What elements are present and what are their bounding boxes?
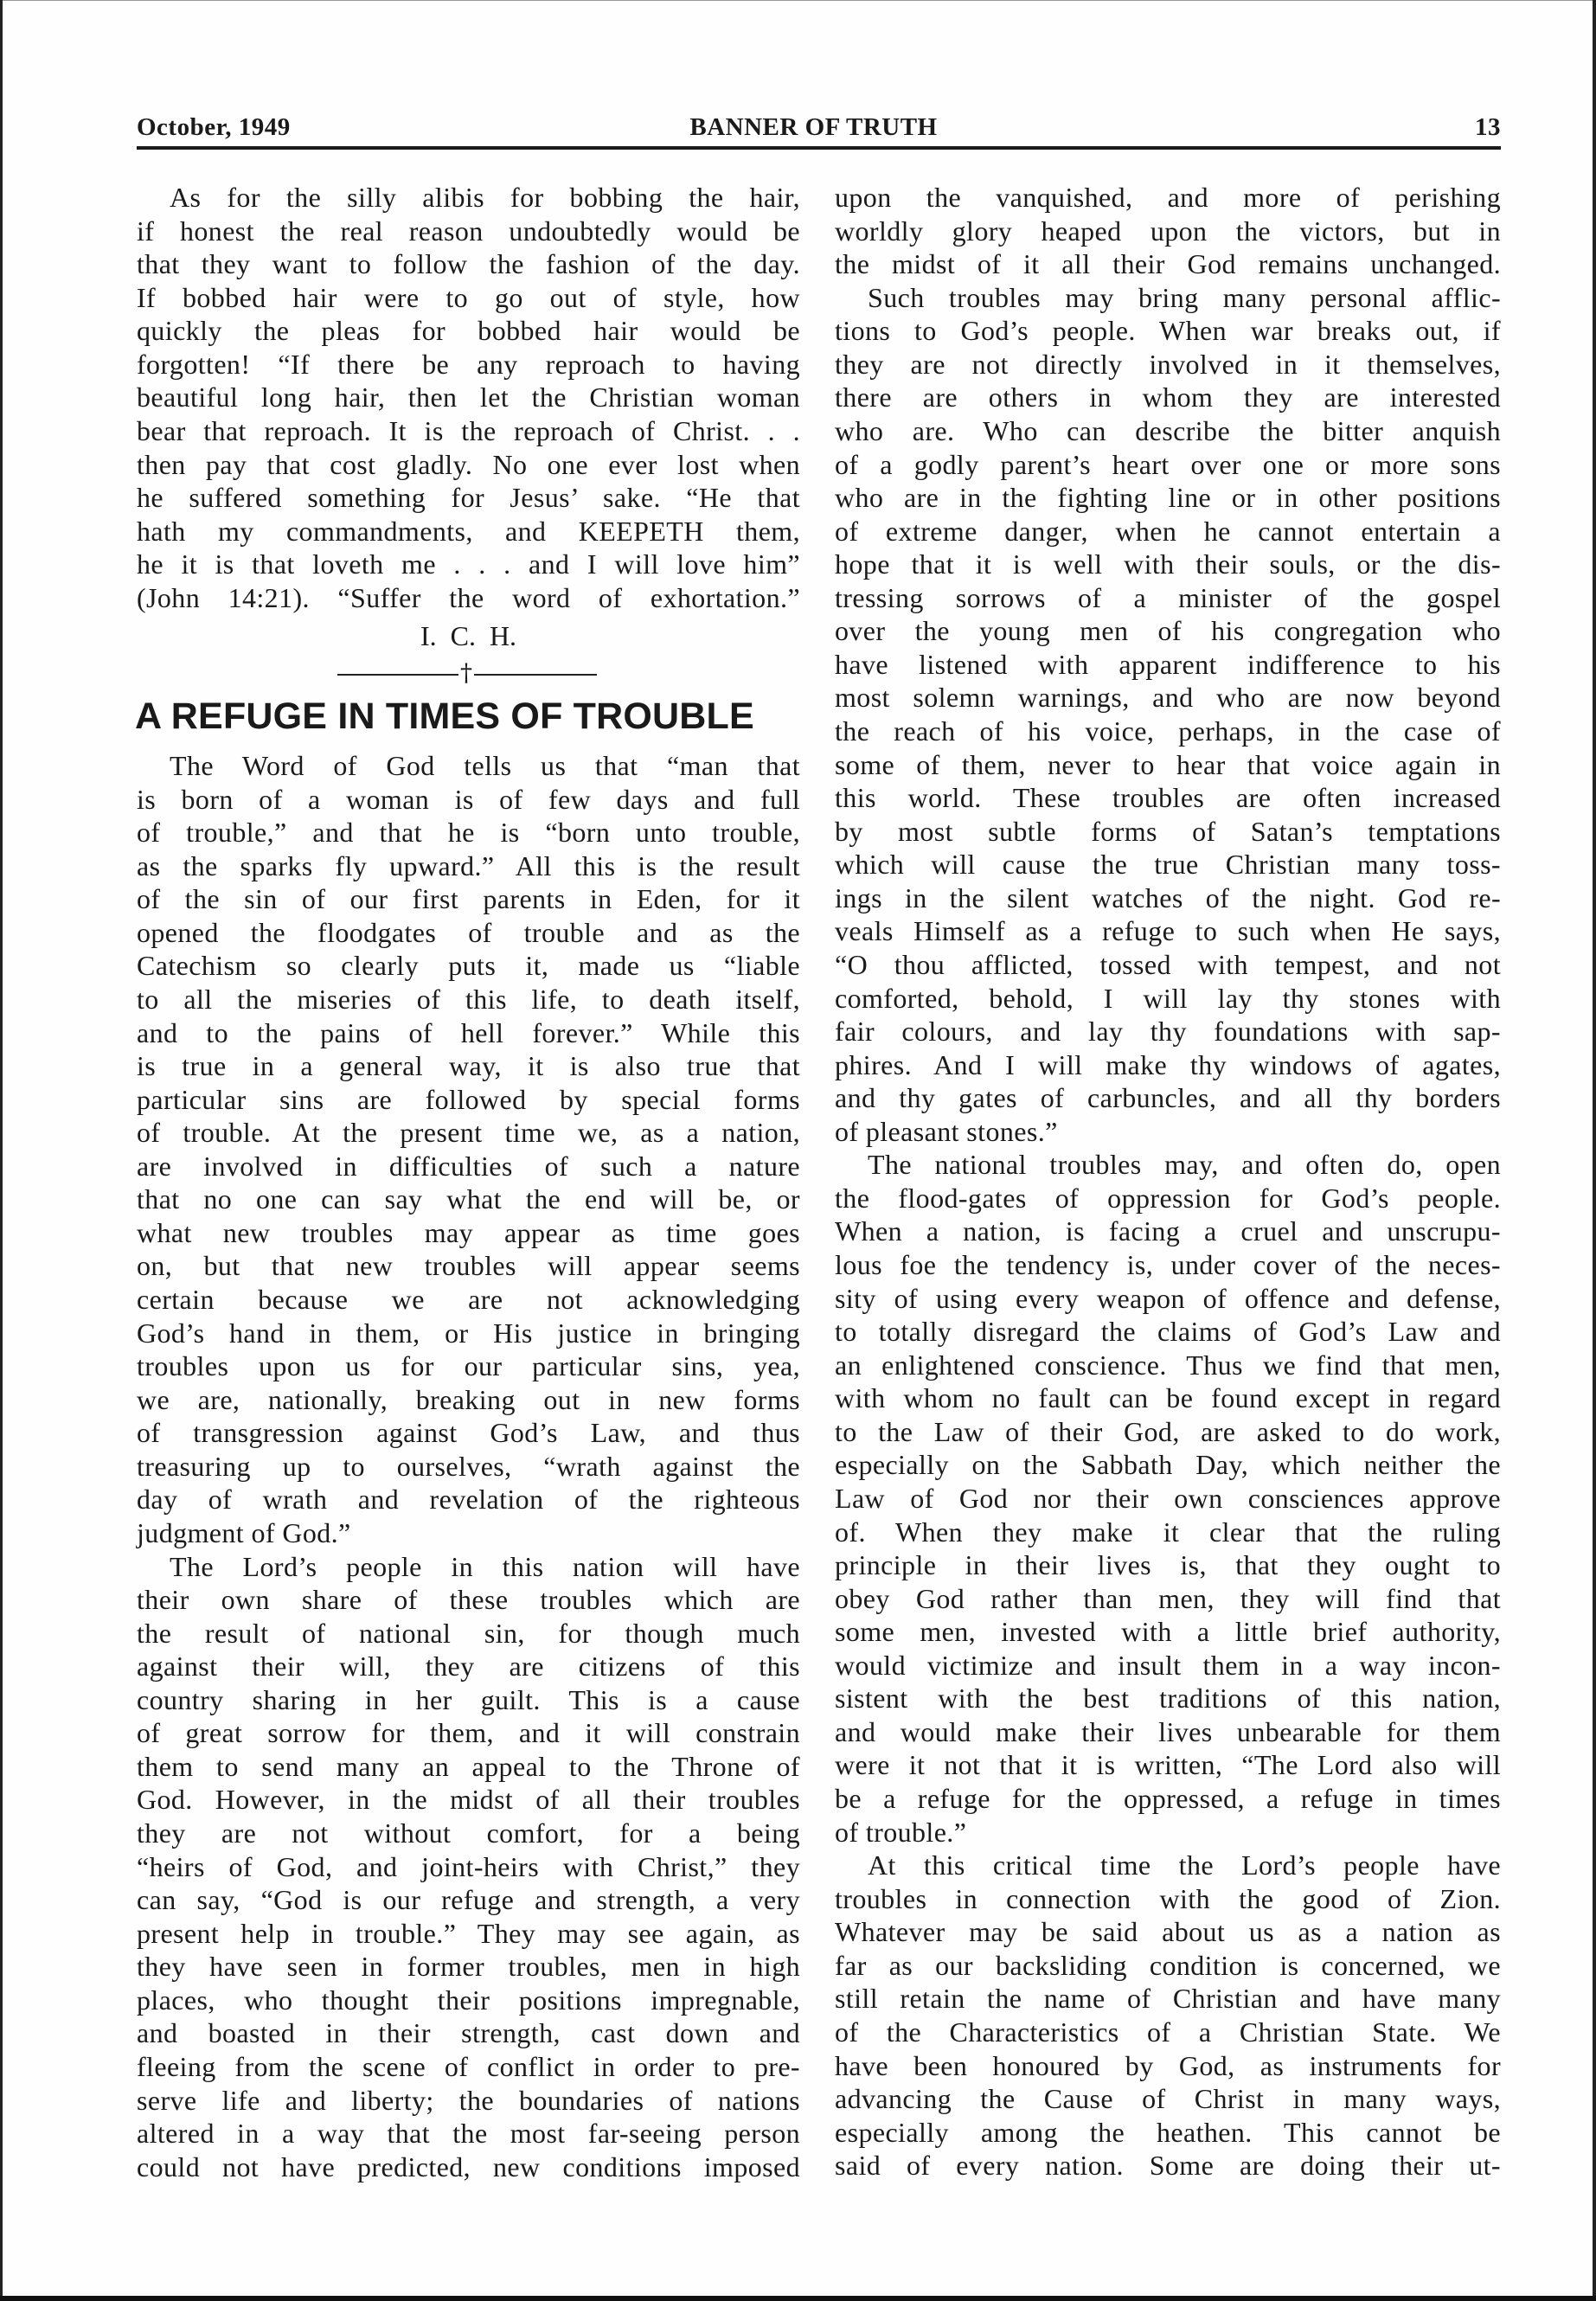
page-number: 13: [1475, 113, 1501, 141]
paragraph: [835, 1849, 1501, 2182]
text-line: to totally disregard the claims of God’s Law and: [835, 1316, 1501, 1348]
text-line: quickly the pleas for bobbed hair would be: [137, 315, 800, 347]
text-line: there are others in whom they are interested: [835, 381, 1501, 413]
text-line: the reach of his voice, perhaps, in the case of: [835, 715, 1501, 747]
text-line: that no one can say what the end will be, or: [137, 1183, 800, 1215]
text-line: Law of God nor their own consciences approve: [835, 1482, 1501, 1514]
text-line: against their will, they are citizens of this: [137, 1650, 800, 1682]
text-line: As for the silly alibis for bobbing the hair,: [170, 182, 800, 213]
text-line: forgotten! “If there be any reproach to having: [137, 348, 800, 380]
text-line: of great sorrow for them, and it will constrain: [137, 1717, 800, 1749]
text-line: obey God rather than men, they will find that: [835, 1582, 1501, 1614]
text-line: who are in the fighting line or in other positions: [835, 482, 1501, 514]
text-line: would victimize and insult them in a way incon-: [835, 1649, 1501, 1681]
running-header-date: October, 1949: [137, 113, 291, 141]
text-line: Whatever may be said about us as a nation as: [835, 1916, 1501, 1948]
text-line: still retain the name of Christian and have many: [835, 1983, 1501, 2015]
right-column-article-body: [835, 181, 1501, 2182]
text-line: they are not without comfort, for a being: [137, 1817, 800, 1849]
text-line: treasuring up to ourselves, “wrath against the: [137, 1450, 800, 1482]
text-line: altered in a way that the most far-seeing person: [137, 2118, 800, 2150]
section-divider: [337, 658, 597, 690]
text-line: to the Law of their God, are asked to do work,: [835, 1415, 1501, 1447]
text-line: places, who thought their positions impregnable,: [137, 1984, 800, 2016]
text-line: and thy gates of carbuncles, and all thy borders: [835, 1082, 1501, 1114]
text-line: of. When they make it clear that the ruling: [835, 1516, 1501, 1548]
page-border-right: [1593, 0, 1596, 2301]
dagger-icon: †: [460, 658, 472, 687]
text-line: he it is that loveth me . . . and I will love him”: [137, 548, 800, 580]
left-column-article-body: [137, 749, 800, 2183]
text-line: some men, invested with a little brief authority,: [835, 1616, 1501, 1648]
text-line: The Word of God tells us that “man that: [170, 750, 800, 781]
text-line: is true in a general way, it is also true that: [137, 1050, 800, 1082]
text-line: “heirs of God, and joint-heirs with Christ,” they: [137, 1850, 800, 1882]
page-border-top: [0, 0, 1596, 1]
text-line: as the sparks fly upward.” All this is the result: [137, 849, 800, 881]
text-line: then pay that cost gladly. No one ever lost when: [137, 448, 800, 480]
divider-line-left: [337, 674, 458, 676]
text-line: If bobbed hair were to go out of style, how: [137, 281, 800, 313]
paragraph: [137, 181, 800, 614]
text-line: be a refuge for the oppressed, a refuge in times: [835, 1783, 1501, 1814]
text-line: have listened with apparent indifference to his: [835, 648, 1501, 680]
text-line: fair colours, and lay thy foundations with sap-: [835, 1016, 1501, 1048]
text-line: the result of national sin, for though much: [137, 1617, 800, 1649]
text-line: (John 14:21). “Suffer the word of exhortation.”: [137, 581, 800, 613]
text-line: troubles in connection with the good of Zion.: [835, 1882, 1501, 1914]
text-line: tressing sorrows of a minister of the gospel: [835, 581, 1501, 613]
text-line: to all the miseries of this life, to death itself,: [137, 983, 800, 1015]
text-line: can say, “God is our refuge and strength, a very: [137, 1884, 800, 1916]
text-line: could not have predicted, new conditions imposed: [137, 2150, 800, 2182]
text-line: of trouble.”: [835, 1816, 967, 1848]
text-line: day of wrath and revelation of the righteous: [137, 1484, 800, 1516]
paragraph: [137, 1550, 800, 2184]
text-line: country sharing in her guilt. This is a cause: [137, 1683, 800, 1715]
text-line: especially on the Sabbath Day, which neither the: [835, 1449, 1501, 1481]
text-line: The national troubles may, and often do, open: [868, 1149, 1501, 1181]
text-line: tions to God’s people. When war breaks out, if: [835, 315, 1501, 347]
text-line: certain because we are not acknowledging: [137, 1284, 800, 1315]
text-line: were it not that it is written, “The Lord also will: [835, 1749, 1501, 1781]
text-line: of transgression against God’s Law, and thus: [137, 1417, 800, 1449]
text-line: some of them, never to hear that voice again in: [835, 748, 1501, 780]
text-line: sistent with the best traditions of this nation,: [835, 1682, 1501, 1715]
text-line: At this critical time the Lord’s people have: [868, 1849, 1501, 1881]
text-line: and boasted in their strength, cast down and: [137, 2017, 800, 2049]
text-line: veals Himself as a refuge to such when He says,: [835, 915, 1501, 947]
text-line: their own share of these troubles which are: [137, 1584, 800, 1616]
text-line: far as our backsliding condition is concerned, we: [835, 1949, 1501, 1981]
paragraph: [835, 281, 1501, 1149]
paragraph: [835, 181, 1501, 281]
text-line: God. However, in the midst of all their troubles: [137, 1784, 800, 1816]
text-line: of the Characteristics of a Christian State. We: [835, 2016, 1501, 2048]
text-line: of extreme danger, when he cannot entertain a: [835, 515, 1501, 547]
text-line: and to the pains of hell forever.” While this: [137, 1016, 800, 1048]
text-line: principle in their lives is, that they ought to: [835, 1549, 1501, 1581]
text-line: of trouble,” and that he is “born unto trouble,: [137, 817, 800, 849]
text-line: sity of using every weapon of offence and defense,: [835, 1282, 1501, 1314]
text-line: they have seen in former troubles, men in high: [137, 1951, 800, 1983]
text-line: on, but that new troubles will appear seems: [137, 1250, 800, 1282]
text-line: if honest the real reason undoubtedly would be: [137, 215, 800, 247]
author-initials: I. C. H.: [420, 620, 517, 651]
text-line: them to send many an appeal to the Throne of: [137, 1750, 800, 1782]
text-line: the flood-gates of oppression for God’s people.: [835, 1182, 1501, 1214]
text-line: with whom no fault can be found except in regard: [835, 1382, 1501, 1414]
header-rule: [137, 146, 1501, 150]
text-line: most solemn warnings, and who are now beyond: [835, 682, 1501, 714]
article-title: A REFUGE IN TIMES OF TROUBLE: [135, 695, 754, 737]
text-line: the midst of it all their God remains unchanged.: [835, 248, 1501, 280]
text-line: serve life and liberty; the boundaries of nations: [137, 2084, 800, 2116]
page-border-left: [0, 0, 3, 2301]
text-line: who are. Who can describe the bitter anquish: [835, 414, 1501, 446]
text-line: they are not directly involved in it themselves,: [835, 348, 1501, 380]
text-line: an enlightened conscience. Thus we find that men,: [835, 1349, 1501, 1381]
text-line: Catechism so clearly puts it, made us “liable: [137, 950, 800, 982]
page-border-bottom: [0, 2296, 1596, 2301]
paragraph: [137, 749, 800, 1550]
text-line: “O thou afflicted, tossed with tempest, and not: [835, 948, 1501, 980]
left-column-previous-article: [137, 181, 800, 614]
text-line: have been honoured by God, as instruments for: [835, 2049, 1501, 2081]
text-line: are involved in difficulties of such a nature: [137, 1150, 800, 1182]
text-line: and would make their lives unbearable for them: [835, 1715, 1501, 1747]
text-line: troubles upon us for our particular sins, yea,: [137, 1350, 800, 1382]
text-line: that they want to follow the fashion of the day.: [137, 248, 800, 280]
paragraph: [835, 1148, 1501, 1849]
text-line: particular sins are followed by special forms: [137, 1083, 800, 1115]
text-line: ings in the silent watches of the night. God re-: [835, 881, 1501, 913]
divider-line-right: [474, 674, 597, 676]
text-line: advancing the Cause of Christ in many ways,: [835, 2083, 1501, 2115]
text-line: of trouble. At the present time we, as a nation,: [137, 1117, 800, 1149]
text-line: he suffered something for Jesus’ sake. “He that: [137, 482, 800, 514]
text-line: When a nation, is facing a cruel and unscrupu-: [835, 1215, 1501, 1247]
text-line: is born of a woman is of few days and full: [137, 783, 800, 815]
text-line: fleeing from the scene of conflict in order to pre-: [137, 2050, 800, 2082]
text-line: hope that it is well with their souls, or the dis-: [835, 548, 1501, 580]
text-line: this world. These troubles are often increased: [835, 782, 1501, 814]
text-line: by most subtle forms of Satan’s temptations: [835, 815, 1501, 847]
text-line: of a godly parent’s heart over one or more sons: [835, 448, 1501, 480]
running-header-publication: BANNER OF TRUTH: [689, 113, 938, 141]
text-line: opened the floodgates of trouble and as the: [137, 916, 800, 948]
text-line: of pleasant stones.”: [835, 1115, 1058, 1147]
text-line: what new troubles may appear as time goes: [137, 1216, 800, 1248]
text-line: over the young men of his congregation who: [835, 615, 1501, 647]
text-line: beautiful long hair, then let the Christian woman: [137, 381, 800, 413]
text-line: judgment of God.”: [137, 1516, 351, 1548]
text-line: The Lord’s people in this nation will have: [170, 1550, 800, 1582]
text-line: we are, nationally, breaking out in new forms: [137, 1383, 800, 1415]
text-line: which will cause the true Christian many toss-: [835, 849, 1501, 881]
text-line: bear that reproach. It is the reproach of Christ. . .: [137, 414, 800, 446]
text-line: comforted, behold, I will lay thy stones with: [835, 982, 1501, 1014]
text-line: upon the vanquished, and more of perishing: [835, 182, 1501, 213]
text-line: present help in trouble.” They may see again, as: [137, 1917, 800, 1949]
text-line: worldly glory heaped upon the victors, but in: [835, 215, 1501, 247]
text-line: of the sin of our first parents in Eden, for it: [137, 883, 800, 915]
text-line: phires. And I will make thy windows of agates,: [835, 1048, 1501, 1080]
text-line: hath my commandments, and KEEPETH them,: [137, 515, 800, 547]
text-line: said of every nation. Some are doing their ut-: [835, 2150, 1501, 2182]
text-line: especially among the heathen. This cannot be: [835, 2116, 1501, 2148]
text-line: Such troubles may bring many personal afflic-: [868, 281, 1501, 313]
text-line: lous foe the tendency is, under cover of the neces-: [835, 1249, 1501, 1280]
text-line: God’s hand in them, or His justice in bringing: [137, 1317, 800, 1349]
